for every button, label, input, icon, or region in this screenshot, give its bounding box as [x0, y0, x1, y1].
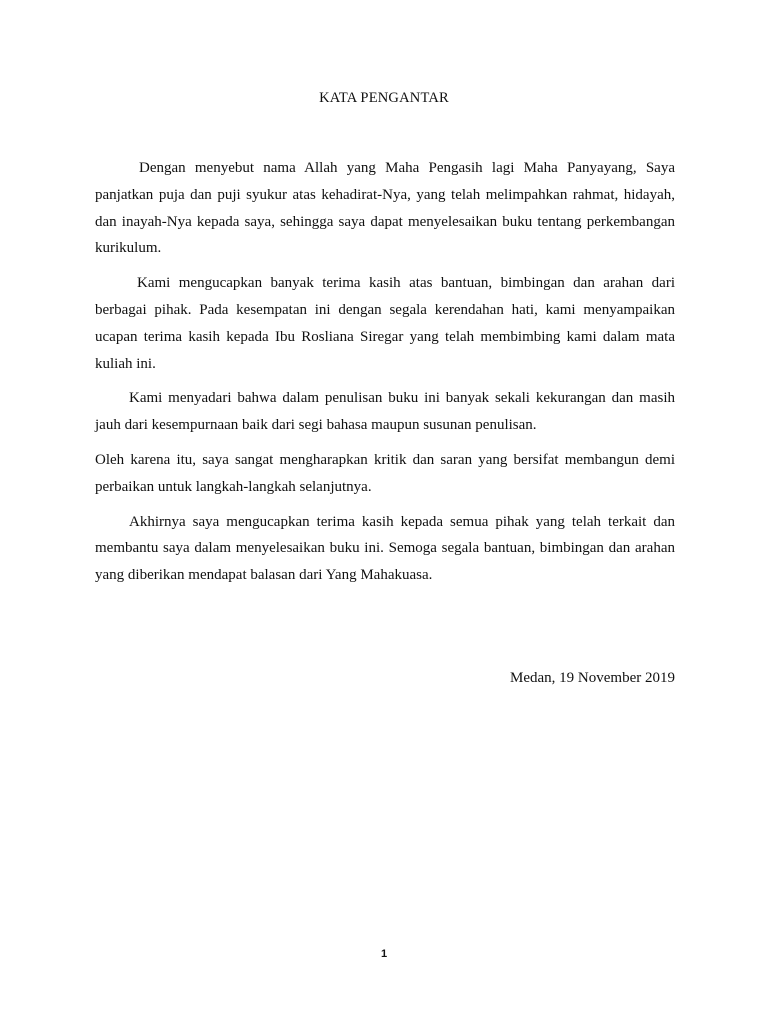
paragraph-shortcomings: Kami menyadari bahwa dalam penulisan buku ini banyak sekali kekurangan dan masih jauh dari kesempurnaan baik dari segi bahasa maupun susunan penulisan.	[95, 390, 675, 434]
paragraph-feedback: Oleh karena itu, saya sangat mengharapkan kritik dan saran yang bersifat membangun demi perbaikan untuk langkah-langkah selanjutnya.	[95, 451, 675, 495]
page-title: KATA PENGANTAR	[319, 90, 449, 106]
paragraph-closing: Akhirnya saya mengucapkan terima kasih kepada semua pihak yang telah terkait dan membantu saya dalam menyelesaikan buku ini. Semoga segala bantuan, bimbingan dan arahan yang diberikan mendapat balasan dari Yang Mahakuasa.	[95, 513, 675, 584]
paragraph-intro: Dengan menyebut nama Allah yang Maha Pengasih lagi Maha Panyayang, Saya panjatkan puja dan puji syukur atas kehadirat-Nya, yang telah melimpahkan rahmat, hidayah, dan inayah-Nya kepada saya, sehingga saya dapat menyelesaikan buku tentang perkembangan kurikulum.	[95, 160, 675, 257]
paragraph-thanks: Kami mengucapkan banyak terima kasih atas bantuan, bimbingan dan arahan dari berbagai pihak. Pada kesempatan ini dengan segala kerendahan hati, kami menyampaikan ucapan terima kasih kepada Ibu Rosliana Siregar yang telah membimbing kami dalam mata kuliah ini.	[95, 275, 675, 372]
body-text	[95, 155, 675, 597]
signature-date: Medan, 19 November 2019	[510, 670, 675, 686]
page-number: 1	[380, 948, 388, 960]
